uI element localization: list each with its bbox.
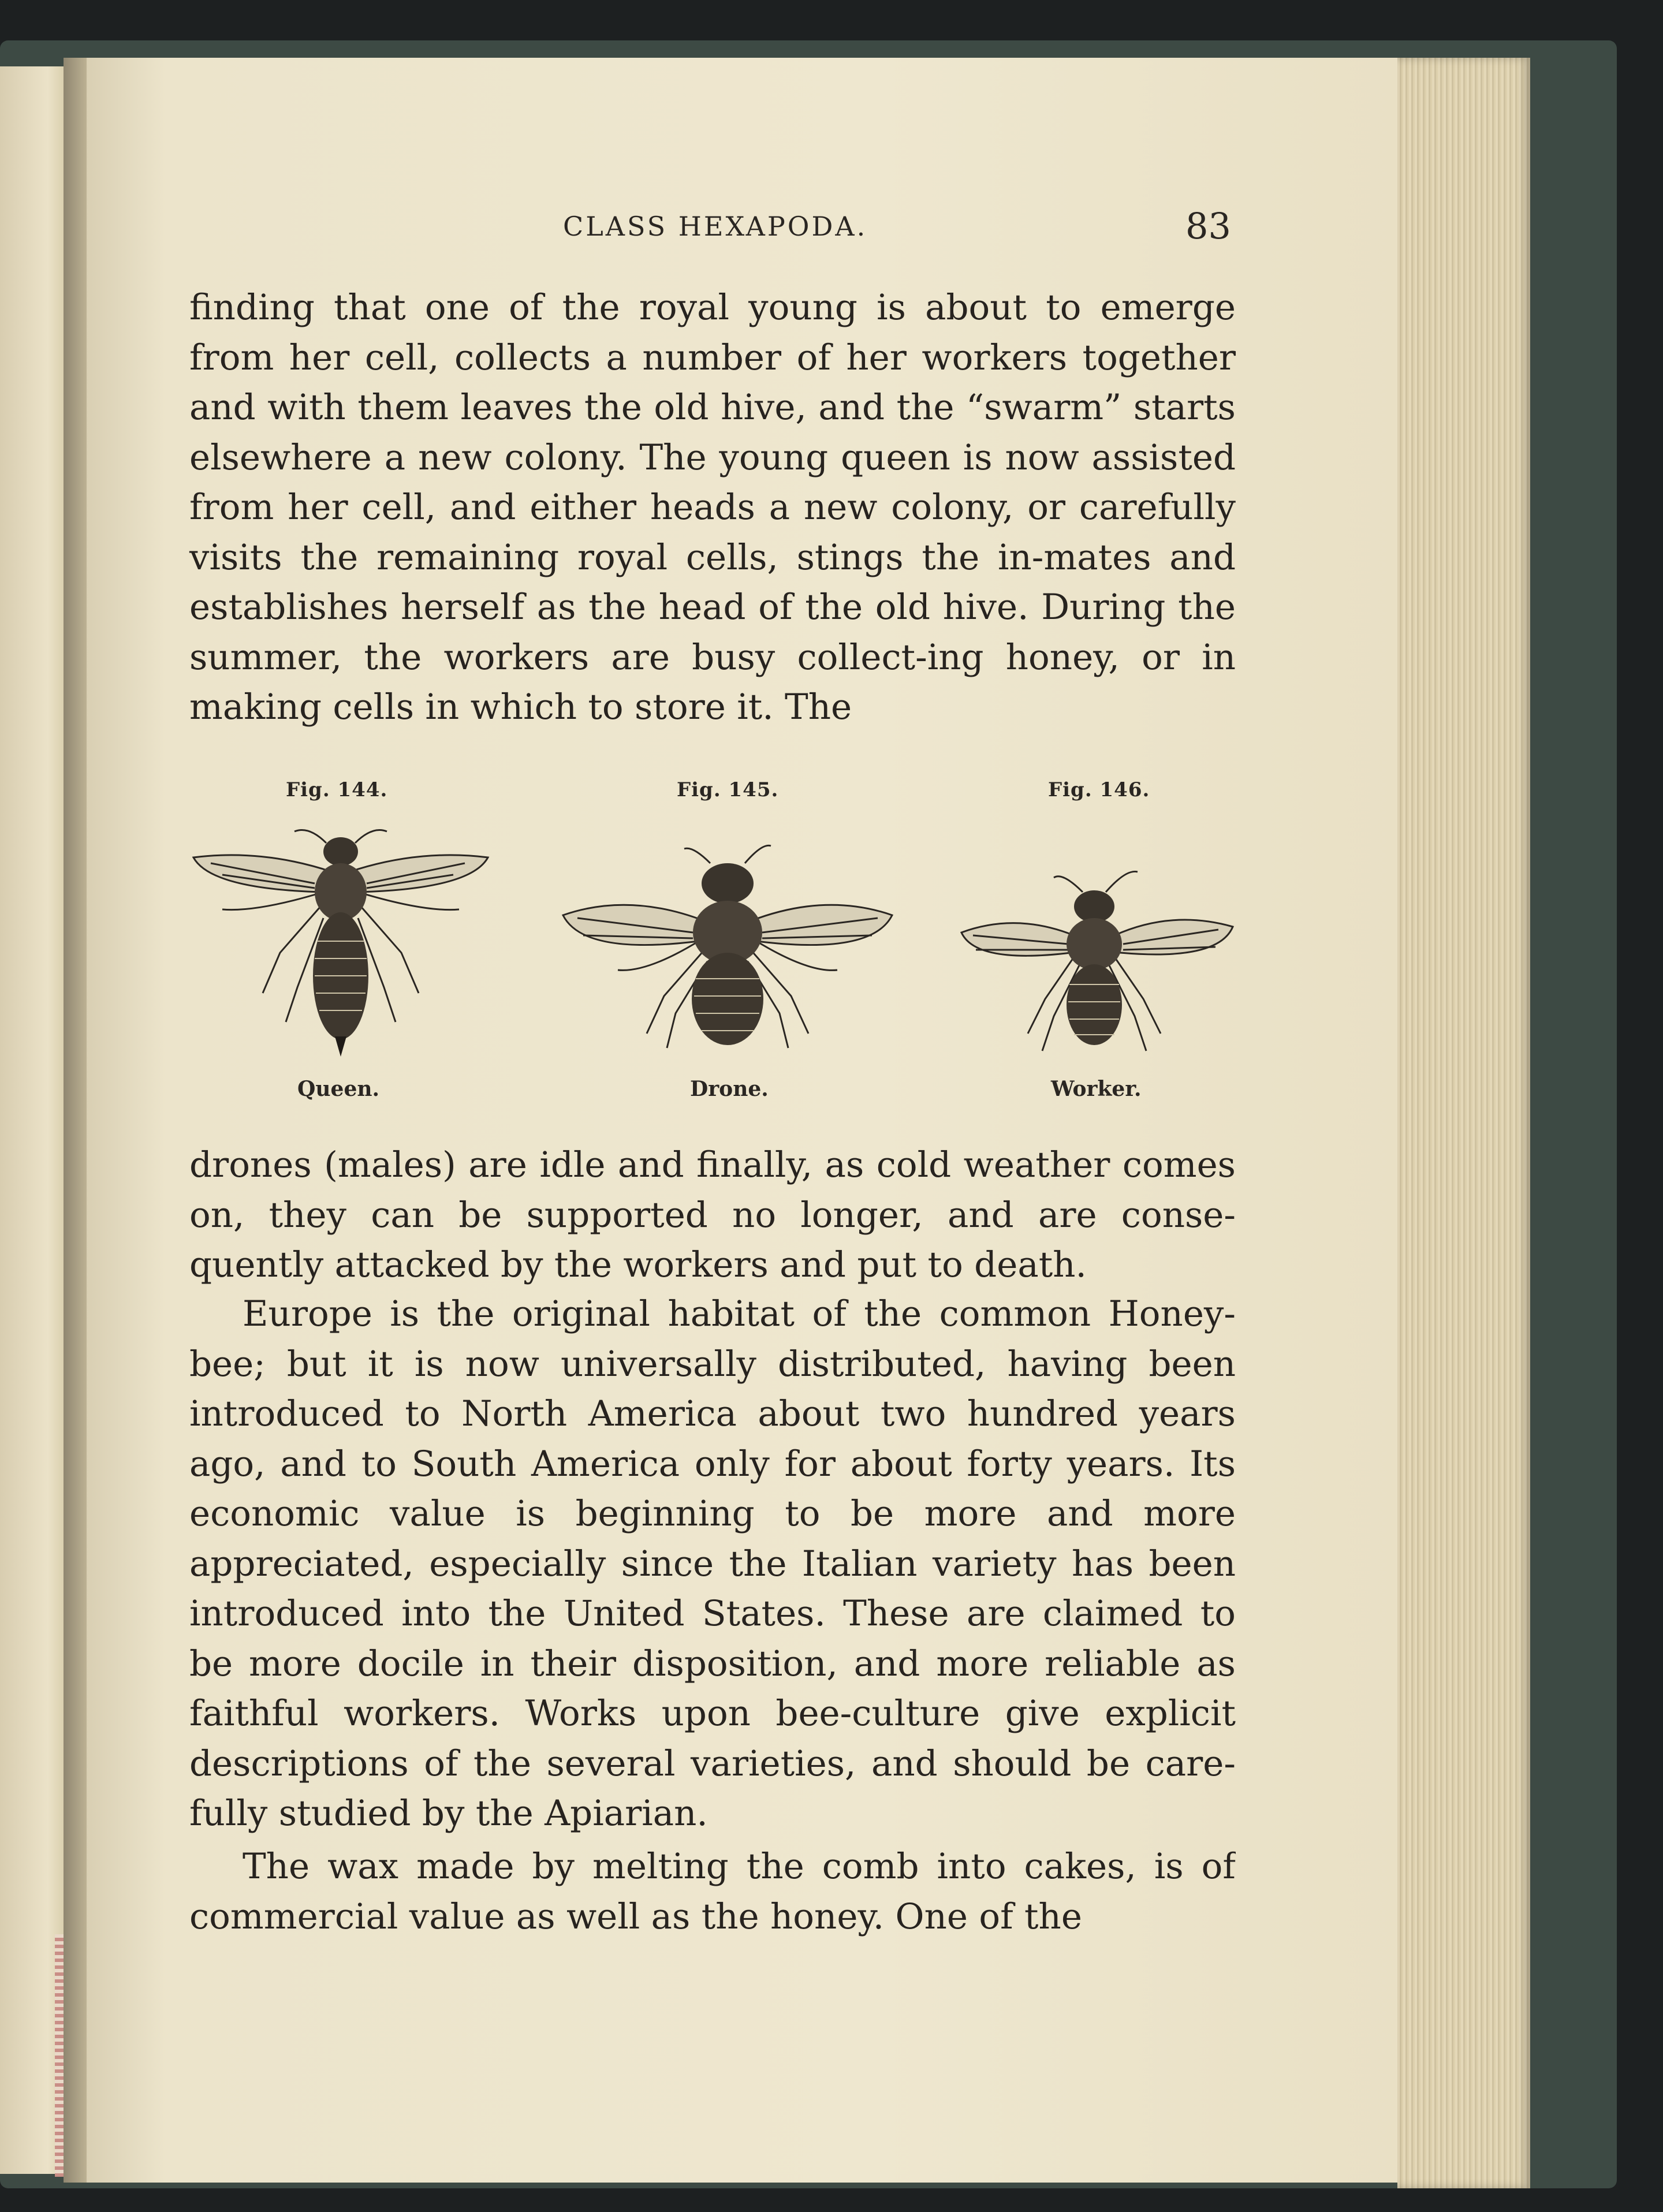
paragraph-1: finding that one of the royal young is about to emerge from her cell, collects a number of her workers together and with them leaves the old hive, and the “swarm” starts elsewhere a new colony. The young queen is now assisted from her cell, and either heads a new colony, or carefully visits the remaining royal cells, stings the in-mates and establishes herself as the head of the old hive. During the summer, the workers are busy collect-ing honey, or in making cells in which to store it. The — [189, 287, 1236, 728]
figure-144-number: Fig. 144. — [286, 778, 388, 801]
page-number: 83 — [1185, 205, 1231, 247]
paragraph-2: drones (males) are idle and finally, as cold weather comes on, they can be supported no longer, and are conse-quently attacked by the workers and put to death. — [189, 1144, 1236, 1285]
figure-145-label: Drone. — [690, 1077, 769, 1101]
queen-bee-icon — [188, 820, 494, 1062]
figure-146-number: Fig. 146. — [1048, 778, 1150, 801]
running-head: CLASS HEXAPODA. — [563, 211, 868, 242]
worker-bee-icon — [959, 866, 1236, 1062]
figure-146-label: Worker. — [1051, 1077, 1142, 1101]
paragraph-3: Europe is the original habitat of the common Honey-bee; but it is now universally distributed, having been introduced to North America about two hundred years ago, and to South America only for about forty years. Its economic value is beginning to be more and more appreciated, especially since the Italian variety has been introduced into the United States. These are claimed to be more docile in their disposition, and more reliable as faithful workers. Works upon bee-culture give explicit descriptions of the several varieties, and should be care-fully studied by the Apiarian. — [189, 1293, 1236, 1834]
drone-bee-icon — [560, 840, 895, 1060]
figure-144-label: Queen. — [297, 1077, 380, 1101]
paragraph-4: The wax made by melting the comb into cakes, is of commercial value as well as the honey. One of the — [189, 1846, 1236, 1937]
page-fore-edge — [1397, 58, 1530, 2188]
figure-145-number: Fig. 145. — [677, 778, 779, 801]
left-page-edge — [0, 66, 68, 2174]
